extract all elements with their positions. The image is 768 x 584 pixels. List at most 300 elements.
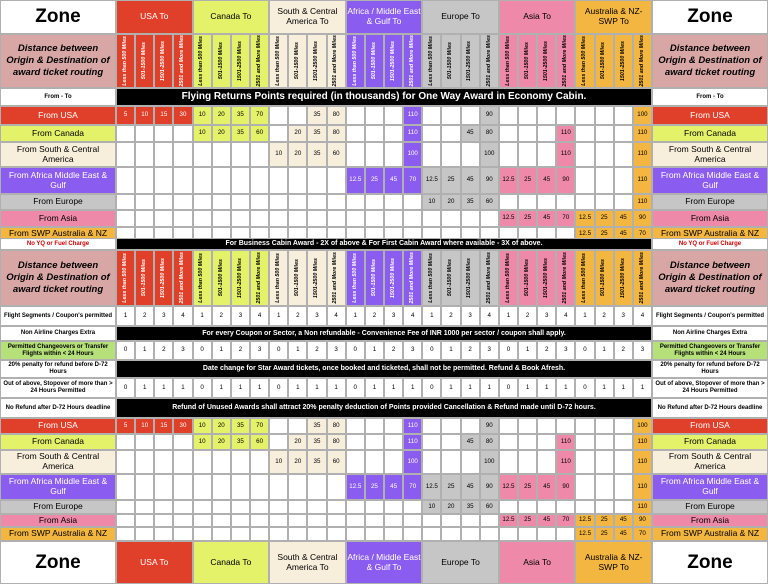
points-cell xyxy=(499,194,518,210)
points-cell xyxy=(212,527,231,541)
points-cell xyxy=(403,194,422,210)
points-cell: 70 xyxy=(403,474,422,500)
points-cell: 70 xyxy=(633,527,652,541)
distance-band-text: Less than 500 Miles xyxy=(351,253,358,303)
points-cell xyxy=(499,106,518,125)
points-cell: 5 xyxy=(116,106,135,125)
distance-band-text: 1501-2500 Miles xyxy=(389,40,396,82)
destination-header: Canada To xyxy=(193,0,270,34)
points-cell: 10 xyxy=(193,434,212,450)
distance-band-text: Less than 500 Miles xyxy=(274,36,281,86)
points-cell xyxy=(595,142,614,167)
rule-value: 1 xyxy=(614,378,633,398)
points-cell xyxy=(518,194,537,210)
distance-band-text: 501-1500 Miles xyxy=(523,259,530,297)
distance-band-text: 501-1500 Miles xyxy=(523,42,530,80)
rule-value: 3 xyxy=(403,341,422,360)
points-cell xyxy=(537,418,556,434)
points-cell xyxy=(422,418,441,434)
banner: For every Coupon or Sector, a Non refundable - Convenience Fee of INR 1000 per sector / coupon shall apply. xyxy=(116,326,652,341)
distance-band-text: 2501 and More Miles xyxy=(408,252,415,304)
origin-label: From South & Central America xyxy=(652,142,768,167)
distance-band-text: 1501-2500 Miles xyxy=(619,257,626,299)
points-cell: 25 xyxy=(441,474,460,500)
points-cell xyxy=(384,194,403,210)
points-cell xyxy=(173,210,192,227)
points-cell xyxy=(441,434,460,450)
points-cell xyxy=(307,194,326,210)
distance-band xyxy=(346,34,365,88)
points-cell xyxy=(327,474,346,500)
points-cell: 25 xyxy=(595,527,614,541)
points-cell: 30 xyxy=(173,418,192,434)
rule-value: 3 xyxy=(461,306,480,326)
points-cell xyxy=(537,142,556,167)
points-cell xyxy=(614,418,633,434)
origin-label: From USA xyxy=(0,106,116,125)
points-cell xyxy=(518,450,537,474)
points-cell xyxy=(365,514,384,527)
rule-value: 3 xyxy=(154,306,173,326)
points-cell xyxy=(269,418,288,434)
origin-label: From USA xyxy=(652,106,768,125)
points-cell: 45 xyxy=(537,514,556,527)
points-cell: 60 xyxy=(480,500,499,514)
origin-label: From SWP Australia & NZ xyxy=(652,527,768,541)
points-cell: 110 xyxy=(403,434,422,450)
points-cell xyxy=(422,527,441,541)
points-cell: 10 xyxy=(193,125,212,142)
distance-band xyxy=(231,250,250,306)
rule-value: 1 xyxy=(154,378,173,398)
points-cell xyxy=(499,450,518,474)
points-cell: 12.5 xyxy=(499,474,518,500)
points-cell xyxy=(480,527,499,541)
side-label: 20% penalty for refund before D-72 Hours xyxy=(652,360,768,378)
points-cell: 25 xyxy=(365,474,384,500)
rule-value: 2 xyxy=(595,306,614,326)
distance-band xyxy=(384,250,403,306)
points-cell: 100 xyxy=(403,450,422,474)
distance-band-text: 2501 and More Miles xyxy=(485,252,492,304)
points-cell xyxy=(327,527,346,541)
points-cell: 90 xyxy=(556,167,575,194)
zone-label: Zone xyxy=(652,541,768,584)
economy-banner: Flying Returns Points required (in thousands) for One Way Award in Economy Cabin. xyxy=(116,88,652,106)
origin-label: From SWP Australia & NZ xyxy=(0,227,116,241)
points-cell xyxy=(461,418,480,434)
rule-value: 4 xyxy=(327,306,346,326)
from-to-label: From - To xyxy=(0,88,116,106)
distance-band xyxy=(614,250,633,306)
points-cell xyxy=(518,106,537,125)
rule-value: 4 xyxy=(173,306,192,326)
points-cell xyxy=(288,514,307,527)
rule-value: 0 xyxy=(269,378,288,398)
points-cell xyxy=(327,167,346,194)
rule-label: Out of above, Stopover of more than > 24 Hours Permitted xyxy=(652,378,768,398)
points-cell xyxy=(288,106,307,125)
points-cell xyxy=(307,527,326,541)
distance-band xyxy=(212,250,231,306)
points-cell xyxy=(231,167,250,194)
distance-band xyxy=(441,250,460,306)
points-cell xyxy=(116,474,135,500)
distance-band xyxy=(556,34,575,88)
points-cell: 80 xyxy=(327,125,346,142)
rule-label: Flight Segments / Coupon's permitted xyxy=(652,306,768,326)
destination-header: Africa / Middle East & Gulf To xyxy=(346,0,423,34)
points-cell xyxy=(346,142,365,167)
rule-value: 2 xyxy=(461,341,480,360)
points-cell xyxy=(614,167,633,194)
points-cell: 110 xyxy=(403,125,422,142)
points-cell xyxy=(327,210,346,227)
distance-band-text: 1501-2500 Miles xyxy=(313,257,320,299)
points-cell xyxy=(595,125,614,142)
points-cell xyxy=(422,434,441,450)
rule-value: 1 xyxy=(403,378,422,398)
distance-band-text: 2501 and More Miles xyxy=(562,252,569,304)
points-cell xyxy=(269,434,288,450)
points-cell: 20 xyxy=(441,194,460,210)
points-cell xyxy=(537,434,556,450)
rule-value: 2 xyxy=(537,341,556,360)
distance-band-text: 2501 and More Miles xyxy=(562,35,569,87)
points-cell xyxy=(135,142,154,167)
points-cell xyxy=(116,514,135,527)
rule-value: 1 xyxy=(518,341,537,360)
points-cell: 20 xyxy=(212,434,231,450)
points-cell xyxy=(365,500,384,514)
rule-value: 3 xyxy=(633,341,652,360)
origin-label: From South & Central America xyxy=(652,450,768,474)
points-cell: 20 xyxy=(441,500,460,514)
no-yq-label: No YQ or Fuel Charge xyxy=(0,238,116,250)
distance-band-text: Less than 500 Miles xyxy=(581,36,588,86)
origin-label: From Africa Middle East & Gulf xyxy=(0,474,116,500)
distance-band xyxy=(480,34,499,88)
points-cell xyxy=(154,514,173,527)
distance-band-text: 2501 and More Miles xyxy=(255,35,262,87)
points-cell xyxy=(212,500,231,514)
points-cell: 110 xyxy=(633,474,652,500)
distance-band-text: Less than 500 Miles xyxy=(504,253,511,303)
destination-header: Africa / Middle East & Gulf To xyxy=(346,541,423,584)
points-cell: 20 xyxy=(288,434,307,450)
points-cell xyxy=(173,434,192,450)
points-cell xyxy=(575,106,594,125)
points-cell: 70 xyxy=(556,514,575,527)
rule-value: 1 xyxy=(384,378,403,398)
side-label: 20% penalty for refund before D-72 Hours xyxy=(0,360,116,378)
points-cell: 45 xyxy=(384,474,403,500)
origin-label: From SWP Australia & NZ xyxy=(0,527,116,541)
points-cell xyxy=(269,125,288,142)
distance-band-text: Less than 500 Miles xyxy=(428,253,435,303)
distance-label: Distance between Origin & Destination of award ticket routing xyxy=(652,250,768,306)
distance-band-text: 1501-2500 Miles xyxy=(160,257,167,299)
points-cell: 30 xyxy=(173,106,192,125)
rule-value: 3 xyxy=(384,306,403,326)
points-cell xyxy=(173,474,192,500)
points-cell: 35 xyxy=(461,500,480,514)
points-cell xyxy=(614,194,633,210)
origin-label: From Europe xyxy=(0,194,116,210)
points-cell: 35 xyxy=(307,418,326,434)
distance-band-text: 2501 and More Miles xyxy=(332,252,339,304)
points-cell: 35 xyxy=(307,142,326,167)
points-cell xyxy=(135,450,154,474)
points-cell xyxy=(250,167,269,194)
points-cell xyxy=(365,106,384,125)
points-cell xyxy=(154,125,173,142)
points-cell xyxy=(154,434,173,450)
points-cell xyxy=(231,450,250,474)
points-cell xyxy=(441,418,460,434)
distance-band-text: 1501-2500 Miles xyxy=(236,257,243,299)
points-cell xyxy=(212,450,231,474)
points-cell xyxy=(250,527,269,541)
destination-header: USA To xyxy=(116,0,193,34)
points-cell xyxy=(537,125,556,142)
rule-value: 1 xyxy=(499,306,518,326)
points-cell: 20 xyxy=(212,106,231,125)
points-cell xyxy=(231,142,250,167)
origin-label: From USA xyxy=(652,418,768,434)
points-cell xyxy=(154,527,173,541)
points-cell xyxy=(365,142,384,167)
points-cell xyxy=(193,450,212,474)
distance-band xyxy=(116,34,135,88)
rule-value: 1 xyxy=(556,378,575,398)
points-cell xyxy=(614,450,633,474)
points-cell xyxy=(365,125,384,142)
origin-label: From USA xyxy=(0,418,116,434)
rule-value: 0 xyxy=(116,378,135,398)
distance-band xyxy=(633,250,652,306)
points-cell xyxy=(346,210,365,227)
points-cell: 70 xyxy=(633,227,652,241)
points-cell xyxy=(231,194,250,210)
distance-band xyxy=(595,34,614,88)
points-cell xyxy=(403,527,422,541)
points-cell: 90 xyxy=(480,418,499,434)
rule-label: Out of above, Stopover of more than > 24 Hours Permitted xyxy=(0,378,116,398)
distance-band-text: Less than 500 Miles xyxy=(428,36,435,86)
distance-band xyxy=(633,34,652,88)
points-cell xyxy=(288,527,307,541)
points-cell xyxy=(384,450,403,474)
points-cell: 12.5 xyxy=(346,167,365,194)
points-cell: 110 xyxy=(633,500,652,514)
points-cell xyxy=(327,194,346,210)
rule-value: 1 xyxy=(327,378,346,398)
points-cell xyxy=(595,418,614,434)
points-cell: 12.5 xyxy=(575,210,594,227)
points-cell xyxy=(422,450,441,474)
points-cell: 45 xyxy=(614,227,633,241)
origin-label: From Asia xyxy=(652,514,768,527)
origin-label: From Asia xyxy=(0,210,116,227)
points-cell xyxy=(384,500,403,514)
points-cell xyxy=(595,167,614,194)
points-cell xyxy=(518,142,537,167)
points-cell xyxy=(595,474,614,500)
points-cell: 60 xyxy=(327,142,346,167)
points-cell xyxy=(307,167,326,194)
points-cell xyxy=(154,194,173,210)
points-cell xyxy=(173,194,192,210)
rule-value: 1 xyxy=(422,306,441,326)
points-cell xyxy=(614,142,633,167)
points-cell: 12.5 xyxy=(346,474,365,500)
points-cell: 35 xyxy=(307,125,326,142)
points-cell xyxy=(116,527,135,541)
points-cell xyxy=(499,125,518,142)
points-cell xyxy=(575,500,594,514)
points-cell: 100 xyxy=(633,106,652,125)
points-cell xyxy=(250,194,269,210)
origin-label: From SWP Australia & NZ xyxy=(652,227,768,241)
points-cell: 25 xyxy=(518,514,537,527)
points-cell xyxy=(116,210,135,227)
distance-band xyxy=(154,250,173,306)
points-cell xyxy=(250,474,269,500)
points-cell xyxy=(250,142,269,167)
points-cell: 90 xyxy=(633,210,652,227)
rule-value: 0 xyxy=(499,378,518,398)
points-cell: 70 xyxy=(250,106,269,125)
rule-label: Permitted Changeovers or Transfer Flights within < 24 Hours xyxy=(0,341,116,360)
distance-band-text: 2501 and More Miles xyxy=(485,35,492,87)
distance-band xyxy=(173,34,192,88)
points-cell xyxy=(269,474,288,500)
points-cell: 110 xyxy=(556,434,575,450)
points-cell xyxy=(441,527,460,541)
points-cell: 12.5 xyxy=(575,514,594,527)
destination-header: South & Central America To xyxy=(269,0,346,34)
points-cell: 15 xyxy=(154,106,173,125)
points-cell: 80 xyxy=(480,434,499,450)
points-cell: 90 xyxy=(556,474,575,500)
points-cell xyxy=(231,500,250,514)
points-cell: 80 xyxy=(480,125,499,142)
points-cell: 70 xyxy=(250,418,269,434)
points-cell: 110 xyxy=(403,418,422,434)
points-cell xyxy=(193,142,212,167)
distance-band xyxy=(461,34,480,88)
points-cell xyxy=(346,450,365,474)
rule-label: Permitted Changeovers or Transfer Flights within < 24 Hours xyxy=(652,341,768,360)
points-cell xyxy=(346,527,365,541)
points-cell xyxy=(269,500,288,514)
points-cell xyxy=(384,418,403,434)
destination-header: Asia To xyxy=(499,541,576,584)
points-cell xyxy=(250,450,269,474)
distance-band-text: Less than 500 Miles xyxy=(121,253,128,303)
points-cell xyxy=(384,106,403,125)
rule-value: 3 xyxy=(173,341,192,360)
distance-band xyxy=(422,250,441,306)
points-cell: 60 xyxy=(480,194,499,210)
points-cell xyxy=(556,194,575,210)
rule-value: 4 xyxy=(403,306,422,326)
points-cell xyxy=(116,500,135,514)
destination-header: Australia & NZ-SWP To xyxy=(575,541,652,584)
distance-band-text: 501-1500 Miles xyxy=(600,42,607,80)
distance-band xyxy=(537,250,556,306)
points-cell xyxy=(193,527,212,541)
distance-band xyxy=(480,250,499,306)
points-cell: 10 xyxy=(135,418,154,434)
points-cell: 45 xyxy=(461,167,480,194)
points-cell: 25 xyxy=(595,227,614,241)
points-cell xyxy=(173,450,192,474)
distance-band xyxy=(346,250,365,306)
origin-label: From South & Central America xyxy=(0,142,116,167)
distance-band-text: 1501-2500 Miles xyxy=(542,257,549,299)
points-cell: 12.5 xyxy=(422,474,441,500)
points-cell xyxy=(441,450,460,474)
points-cell: 110 xyxy=(556,125,575,142)
points-cell xyxy=(135,194,154,210)
distance-band xyxy=(307,34,326,88)
points-cell: 100 xyxy=(480,450,499,474)
points-cell xyxy=(537,500,556,514)
points-cell: 5 xyxy=(116,418,135,434)
points-cell xyxy=(288,210,307,227)
points-cell: 100 xyxy=(403,142,422,167)
rule-label: Flight Segments / Coupon's permitted xyxy=(0,306,116,326)
origin-label: From Europe xyxy=(652,194,768,210)
distance-label: Distance between Origin & Destination of award ticket routing xyxy=(0,34,116,88)
rule-value: 2 xyxy=(212,306,231,326)
distance-band-text: 501-1500 Miles xyxy=(370,259,377,297)
rule-value: 1 xyxy=(135,341,154,360)
points-cell xyxy=(116,194,135,210)
rule-value: 0 xyxy=(422,378,441,398)
points-cell xyxy=(518,527,537,541)
distance-band-text: 501-1500 Miles xyxy=(294,42,301,80)
points-cell xyxy=(135,167,154,194)
points-cell: 10 xyxy=(193,418,212,434)
points-cell xyxy=(193,194,212,210)
points-cell xyxy=(135,527,154,541)
points-cell: 110 xyxy=(633,167,652,194)
distance-band xyxy=(212,34,231,88)
distance-band-text: 1501-2500 Miles xyxy=(389,257,396,299)
origin-label: From Canada xyxy=(0,434,116,450)
rule-value: 4 xyxy=(480,306,499,326)
points-cell: 20 xyxy=(288,450,307,474)
points-cell xyxy=(365,527,384,541)
points-cell xyxy=(193,474,212,500)
distance-band-text: 501-1500 Miles xyxy=(447,259,454,297)
points-cell: 100 xyxy=(480,142,499,167)
points-cell: 35 xyxy=(461,194,480,210)
points-cell: 45 xyxy=(461,125,480,142)
rule-value: 2 xyxy=(518,306,537,326)
distance-band xyxy=(365,34,384,88)
zone-label: Zone xyxy=(652,0,768,34)
points-cell xyxy=(173,527,192,541)
rule-value: 2 xyxy=(154,341,173,360)
distance-band xyxy=(518,34,537,88)
distance-band-text: 1501-2500 Miles xyxy=(466,40,473,82)
points-cell xyxy=(365,194,384,210)
points-cell: 110 xyxy=(556,142,575,167)
